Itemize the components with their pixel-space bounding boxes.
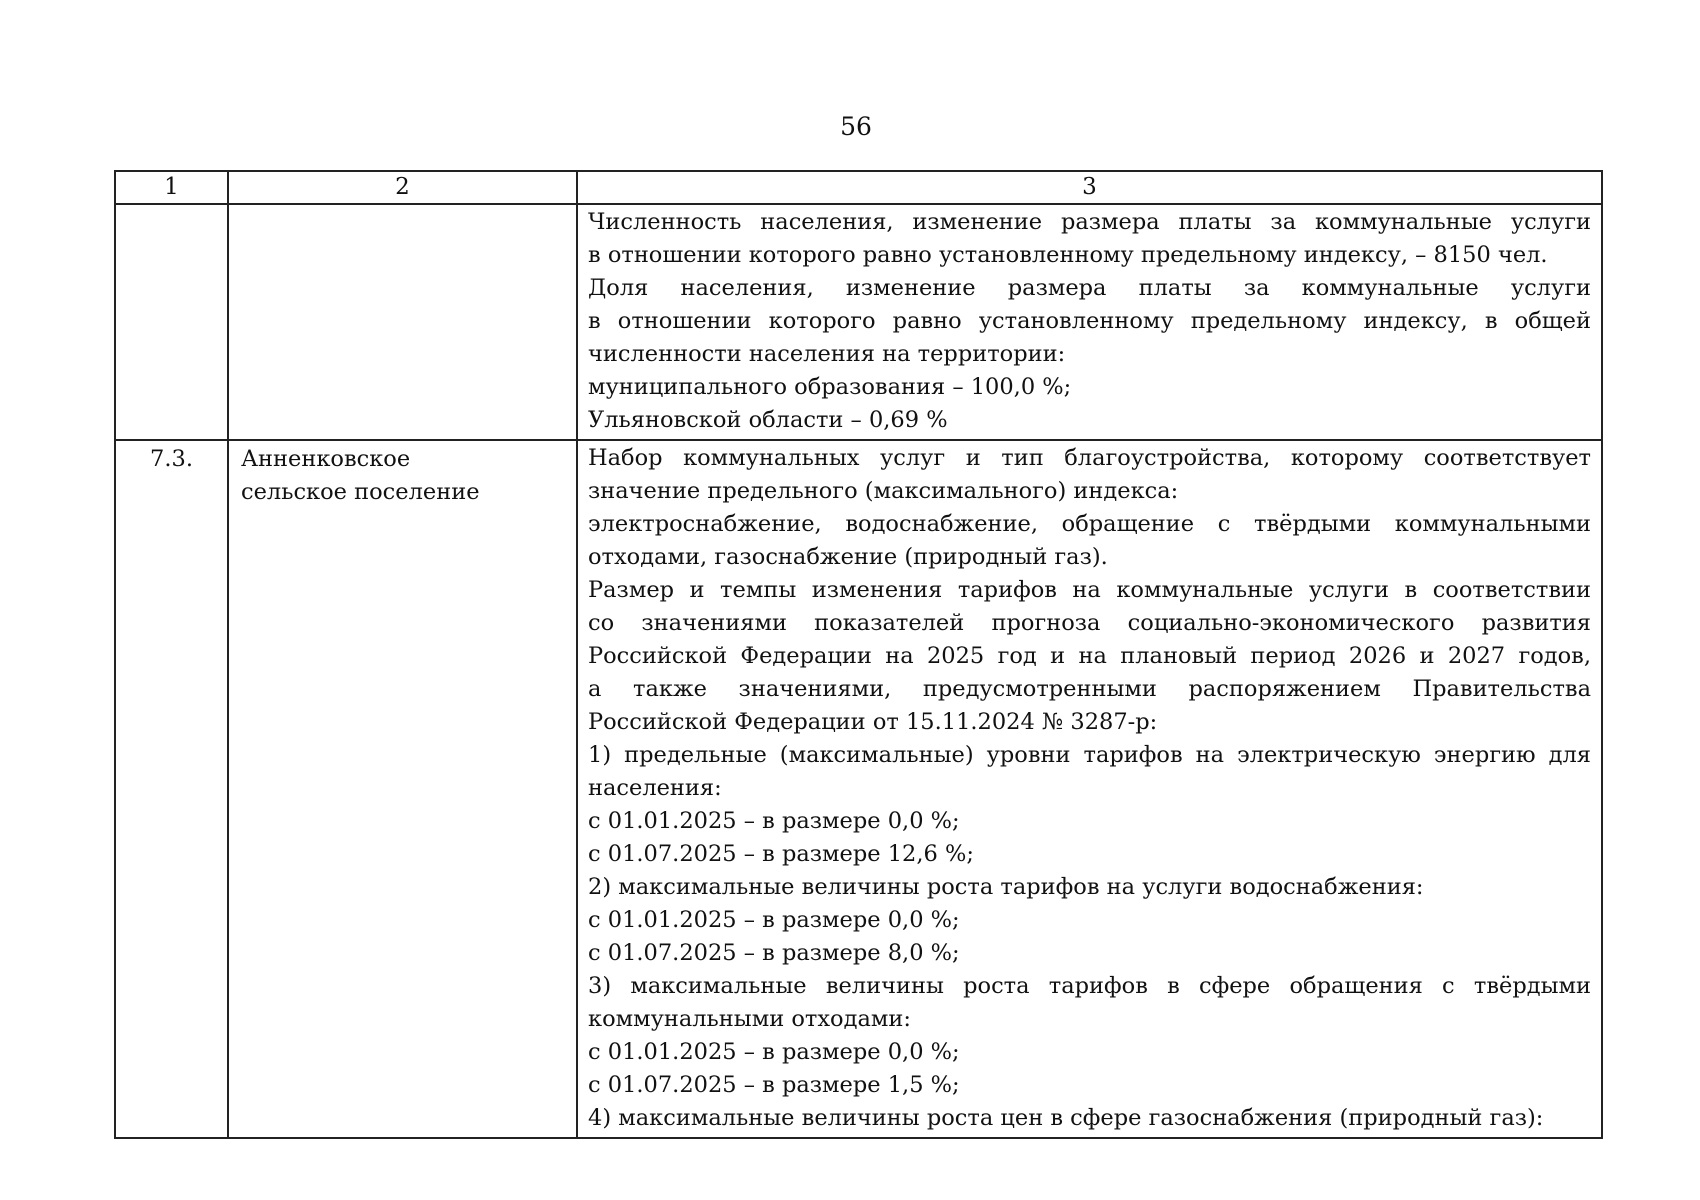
row-text-cell (577, 440, 1602, 1138)
text-line: Ульяновской области – 0,69 % (588, 407, 948, 433)
text-line: с 01.01.2025 – в размере 0,0 %; (588, 1039, 960, 1065)
table-row (115, 440, 1602, 1138)
document-table (114, 170, 1603, 1139)
text-line: с 01.07.2025 – в размере 12,6 %; (588, 841, 974, 867)
text-line: с 01.01.2025 – в размере 0,0 %; (588, 907, 960, 933)
table-row (115, 204, 1602, 440)
table-header-row (115, 171, 1602, 204)
text-line: электроснабжение, водоснабжение, обращение с твёрдыми коммунальными (588, 511, 1591, 537)
column-header-3: 3 (577, 171, 1602, 204)
row-number-cell: 7.3. (115, 440, 228, 1138)
settlement-name-cell (228, 204, 577, 440)
settlement-name-line: Анненковское (241, 446, 411, 472)
text-line: населения: (588, 775, 722, 801)
text-line: Российской Федерации на 2025 год и на плановый период 2026 и 2027 годов, (588, 643, 1591, 669)
text-line: а также значениями, предусмотренными распоряжением Правительства (588, 676, 1591, 702)
text-line: Размер и темпы изменения тарифов на коммунальные услуги в соответствии (588, 577, 1591, 603)
text-line: коммунальными отходами: (588, 1006, 911, 1032)
text-line: значение предельного (максимального) индекса: (588, 478, 1179, 504)
text-line: Набор коммунальных услуг и тип благоустройства, которому соответствует (588, 445, 1591, 471)
text-line: в отношении которого равно установленному предельному индексу, – 8150 чел. (588, 242, 1548, 268)
settlement-name-line: сельское поселение (241, 479, 480, 505)
text-line: 3) максимальные величины роста тарифов в сфере обращения с твёрдыми (588, 973, 1591, 999)
text-line: Российской Федерации от 15.11.2024 № 3287-р: (588, 709, 1158, 735)
text-line: муниципального образования – 100,0 %; (588, 374, 1072, 400)
column-header-1: 1 (115, 171, 228, 204)
row-number-cell (115, 204, 228, 440)
text-line: 2) максимальные величины роста тарифов на услуги водоснабжения: (588, 874, 1424, 900)
text-line: 1) предельные (максимальные) уровни тарифов на электрическую энергию для (588, 742, 1591, 768)
text-line: в отношении которого равно установленному предельному индексу, в общей (588, 308, 1591, 334)
text-line: с 01.07.2025 – в размере 1,5 %; (588, 1072, 960, 1098)
text-line: численности населения на территории: (588, 341, 1066, 367)
text-line: с 01.07.2025 – в размере 8,0 %; (588, 940, 960, 966)
document-table-wrapper (114, 170, 1601, 1139)
column-header-2: 2 (228, 171, 577, 204)
row-text-cell (577, 204, 1602, 440)
settlement-name-cell (228, 440, 577, 1138)
text-line: с 01.01.2025 – в размере 0,0 %; (588, 808, 960, 834)
text-line: Численность населения, изменение размера платы за коммунальные услуги (588, 209, 1591, 235)
page-number: 56 (840, 112, 872, 141)
text-line: со значениями показателей прогноза социально-экономического развития (588, 610, 1591, 636)
text-line: Доля населения, изменение размера платы за коммунальные услуги (588, 275, 1591, 301)
text-line: 4) максимальные величины роста цен в сфере газоснабжения (природный газ): (588, 1105, 1544, 1131)
text-line: отходами, газоснабжение (природный газ). (588, 544, 1108, 570)
